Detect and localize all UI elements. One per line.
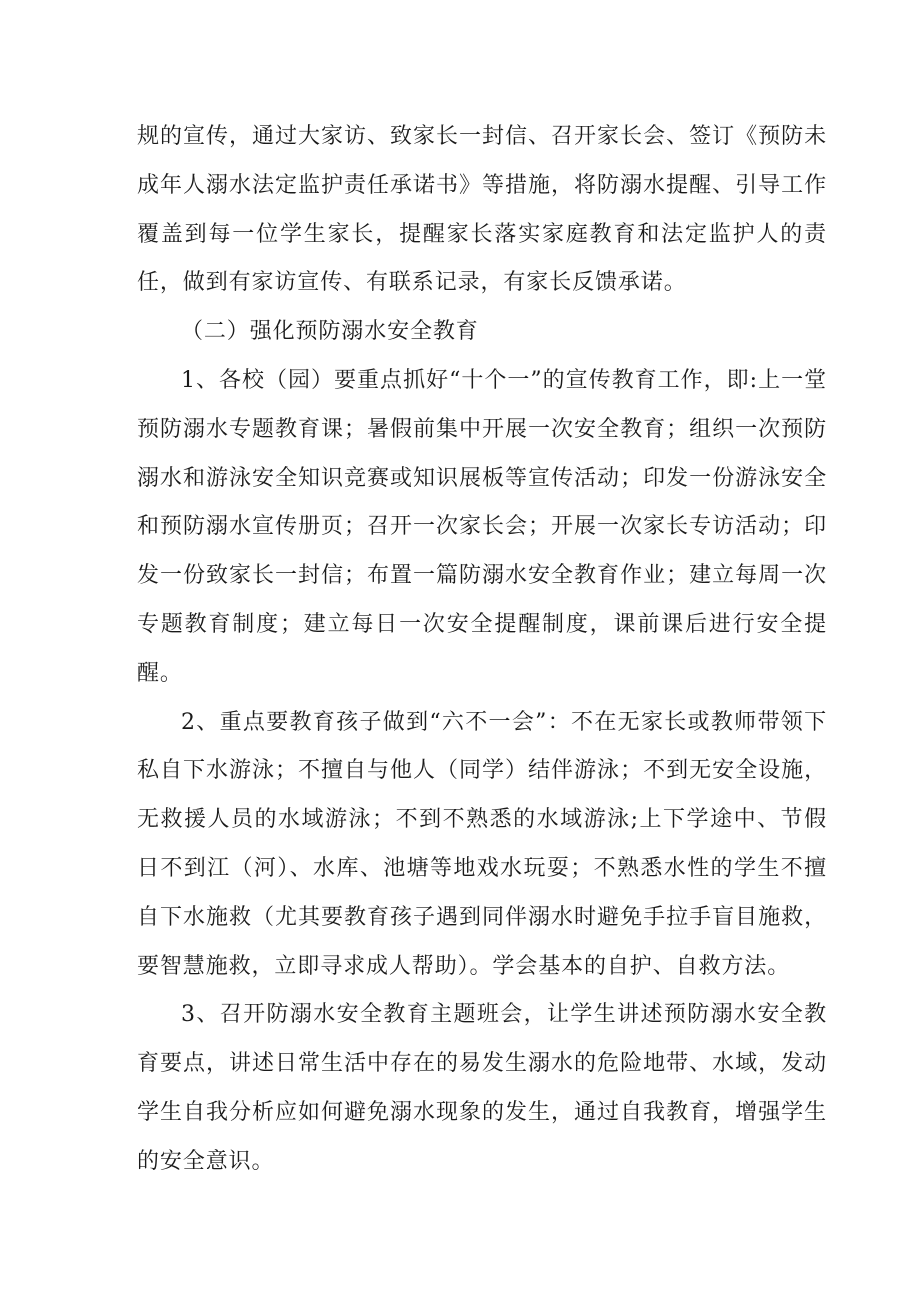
paragraph-item-1: 1、各校（园）要重点抓好“十个一”的宣传教育工作，即:上一堂预防溺水专题教育课；暑假前集中开展一次安全教育；组织一次预防溺水和游泳安全知识竞赛或知识展板等宣传活动；印发一份游泳安全和预防溺水宣传册页；召开一次家长会；开展一次家长专访活动；印发一份致家长一封信；布置一篇防溺水安全教育作业；建立每周一次专题教育制度；建立每日一次安全提醒制度，课前课后进行安全提醒。 bbox=[137, 367, 827, 686]
paragraph-item-3: 3、召开防溺水安全教育主题班会，让学生讲述预防溺水安全教育要点，讲述日常生活中存在的易发生溺水的危险地带、水域，发动学生自我分析应如何避免溺水现象的发生，通过自我教育，增强学生的安全意识。 bbox=[137, 1002, 827, 1174]
document-body bbox=[137, 113, 827, 1187]
section-heading: （二）强化预防溺水安全教育 bbox=[181, 319, 479, 345]
paragraph-continuation: 规的宣传，通过大家访、致家长一封信、召开家长会、签订《预防未成年人溺水法定监护责任承诺书》等措施，将防溺水提醒、引导工作覆盖到每一位学生家长，提醒家长落实家庭教育和法定监护人的责任，做到有家访宣传、有联系记录，有家长反馈承诺。 bbox=[137, 124, 827, 296]
paragraph-item-2: 2、重点要教育孩子做到“六不一会”：不在无家长或教师带领下私自下水游泳；不擅自与他人（同学）结伴游泳；不到无安全设施，无救援人员的水域游泳；不到不熟悉的水域游泳;上下学途中、节假日不到江（河）、水库、池塘等地戏水玩耍；不熟悉水性的学生不擅自下水施救（尤其要教育孩子遇到同伴溺水时避免手拉手盲目施救，要智慧施救，立即寻求成人帮助）。学会基本的自护、自救方法。 bbox=[137, 709, 827, 979]
